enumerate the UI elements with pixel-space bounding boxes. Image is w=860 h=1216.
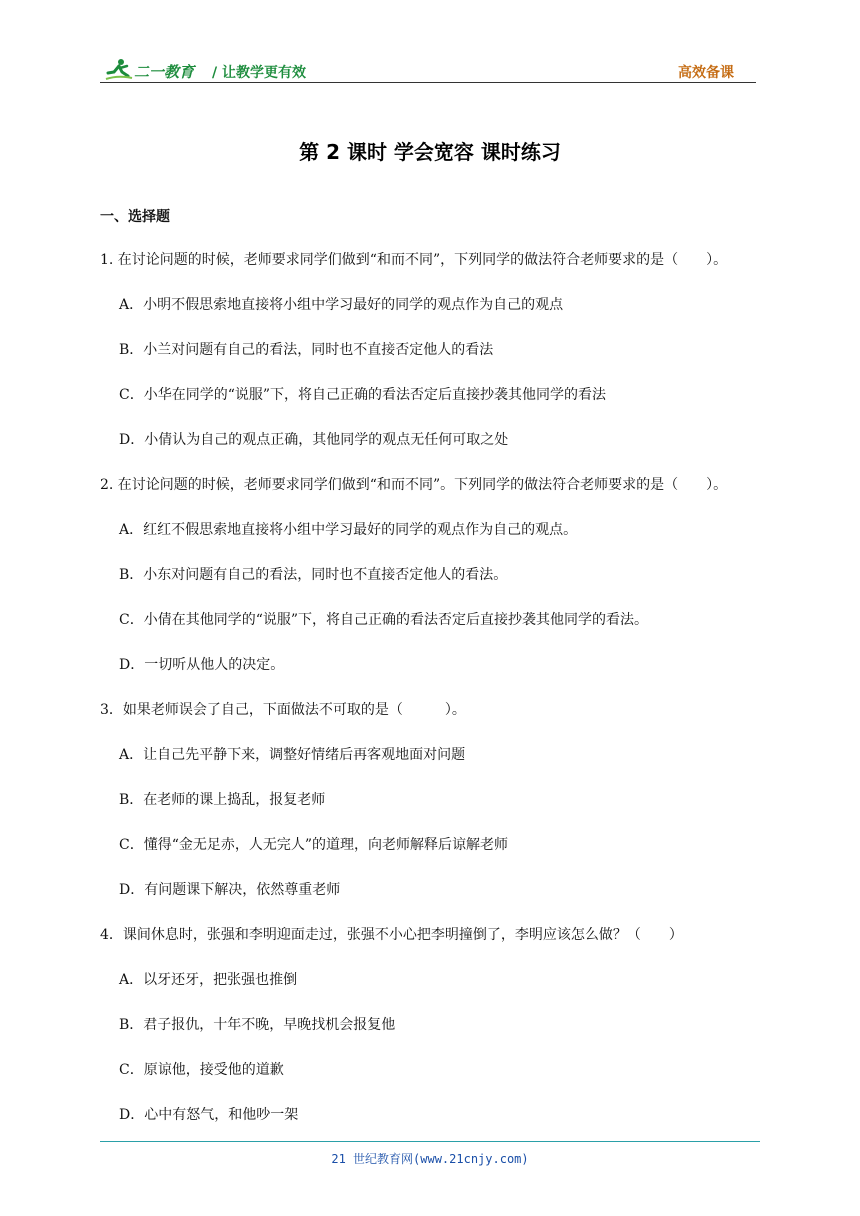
question-3-option-c: C．懂得“金无足赤，人无完人”的道理，向老师解释后谅解老师	[119, 837, 509, 853]
question-4-option-a: A．以牙还牙，把张强也推倒	[119, 972, 298, 988]
question-3-option-d: D．有问题课下解决，依然尊重老师	[119, 882, 341, 898]
question-stem-4: 4．课间休息时，张强和李明迎面走过，张强不小心把李明撞倒了，李明应该怎么做？（ ）	[100, 927, 683, 943]
question-2-option-b: B．小东对问题有自己的看法，同时也不直接否定他人的看法。	[119, 567, 508, 583]
question-stem-1: 1. 在讨论问题的时候，老师要求同学们做到“和而不同”，下列同学的做法符合老师要求的是（ ）。	[100, 252, 728, 268]
question-4-option-d: D．心中有怒气，和他吵一架	[119, 1107, 299, 1123]
question-1-option-c: C．小华在同学的“说服”下，将自己正确的看法否定后直接抄袭其他同学的看法	[119, 387, 607, 403]
page-header	[100, 58, 756, 82]
runner-logo-icon	[104, 58, 134, 82]
question-1-option-b: B．小兰对问题有自己的看法，同时也不直接否定他人的看法	[119, 342, 494, 358]
logo-text: 二一教育	[134, 63, 195, 81]
question-4-option-b: B．君子报仇，十年不晚，早晚找机会报复他	[119, 1017, 396, 1033]
page-footer: 21 世纪教育网(www.21cnjy.com)	[331, 1152, 529, 1166]
footer-divider	[100, 1141, 760, 1142]
section-heading: 一、选择题	[100, 209, 170, 225]
header-slogan: / 让教学更有效	[212, 65, 306, 81]
question-3-option-a: A．让自己先平静下来，调整好情绪后再客观地面对问题	[119, 747, 466, 763]
question-stem-2: 2. 在讨论问题的时候，老师要求同学们做到“和而不同”。下列同学的做法符合老师要求的是（ ）。	[100, 477, 728, 493]
question-2-option-d: D．一切听从他人的决定。	[119, 657, 285, 673]
question-2-option-a: A．红红不假思索地直接将小组中学习最好的同学的观点作为自己的观点。	[119, 522, 578, 538]
question-1-option-a: A．小明不假思索地直接将小组中学习最好的同学的观点作为自己的观点	[119, 297, 564, 313]
question-3-option-b: B．在老师的课上捣乱，报复老师	[119, 792, 326, 808]
header-divider	[100, 82, 756, 83]
page-title: 第 2 课时 学会宽容 课时练习	[299, 140, 561, 164]
header-badge: 高效备课	[678, 65, 734, 81]
question-stem-3: 3．如果老师误会了自己，下面做法不可取的是（ ）。	[100, 702, 466, 718]
question-2-option-c: C．小倩在其他同学的“说服”下，将自己正确的看法否定后直接抄袭其他同学的看法。	[119, 612, 649, 628]
logo	[104, 58, 222, 82]
question-4-option-c: C．原谅他，接受他的道歉	[119, 1062, 284, 1078]
question-1-option-d: D．小倩认为自己的观点正确，其他同学的观点无任何可取之处	[119, 432, 509, 448]
